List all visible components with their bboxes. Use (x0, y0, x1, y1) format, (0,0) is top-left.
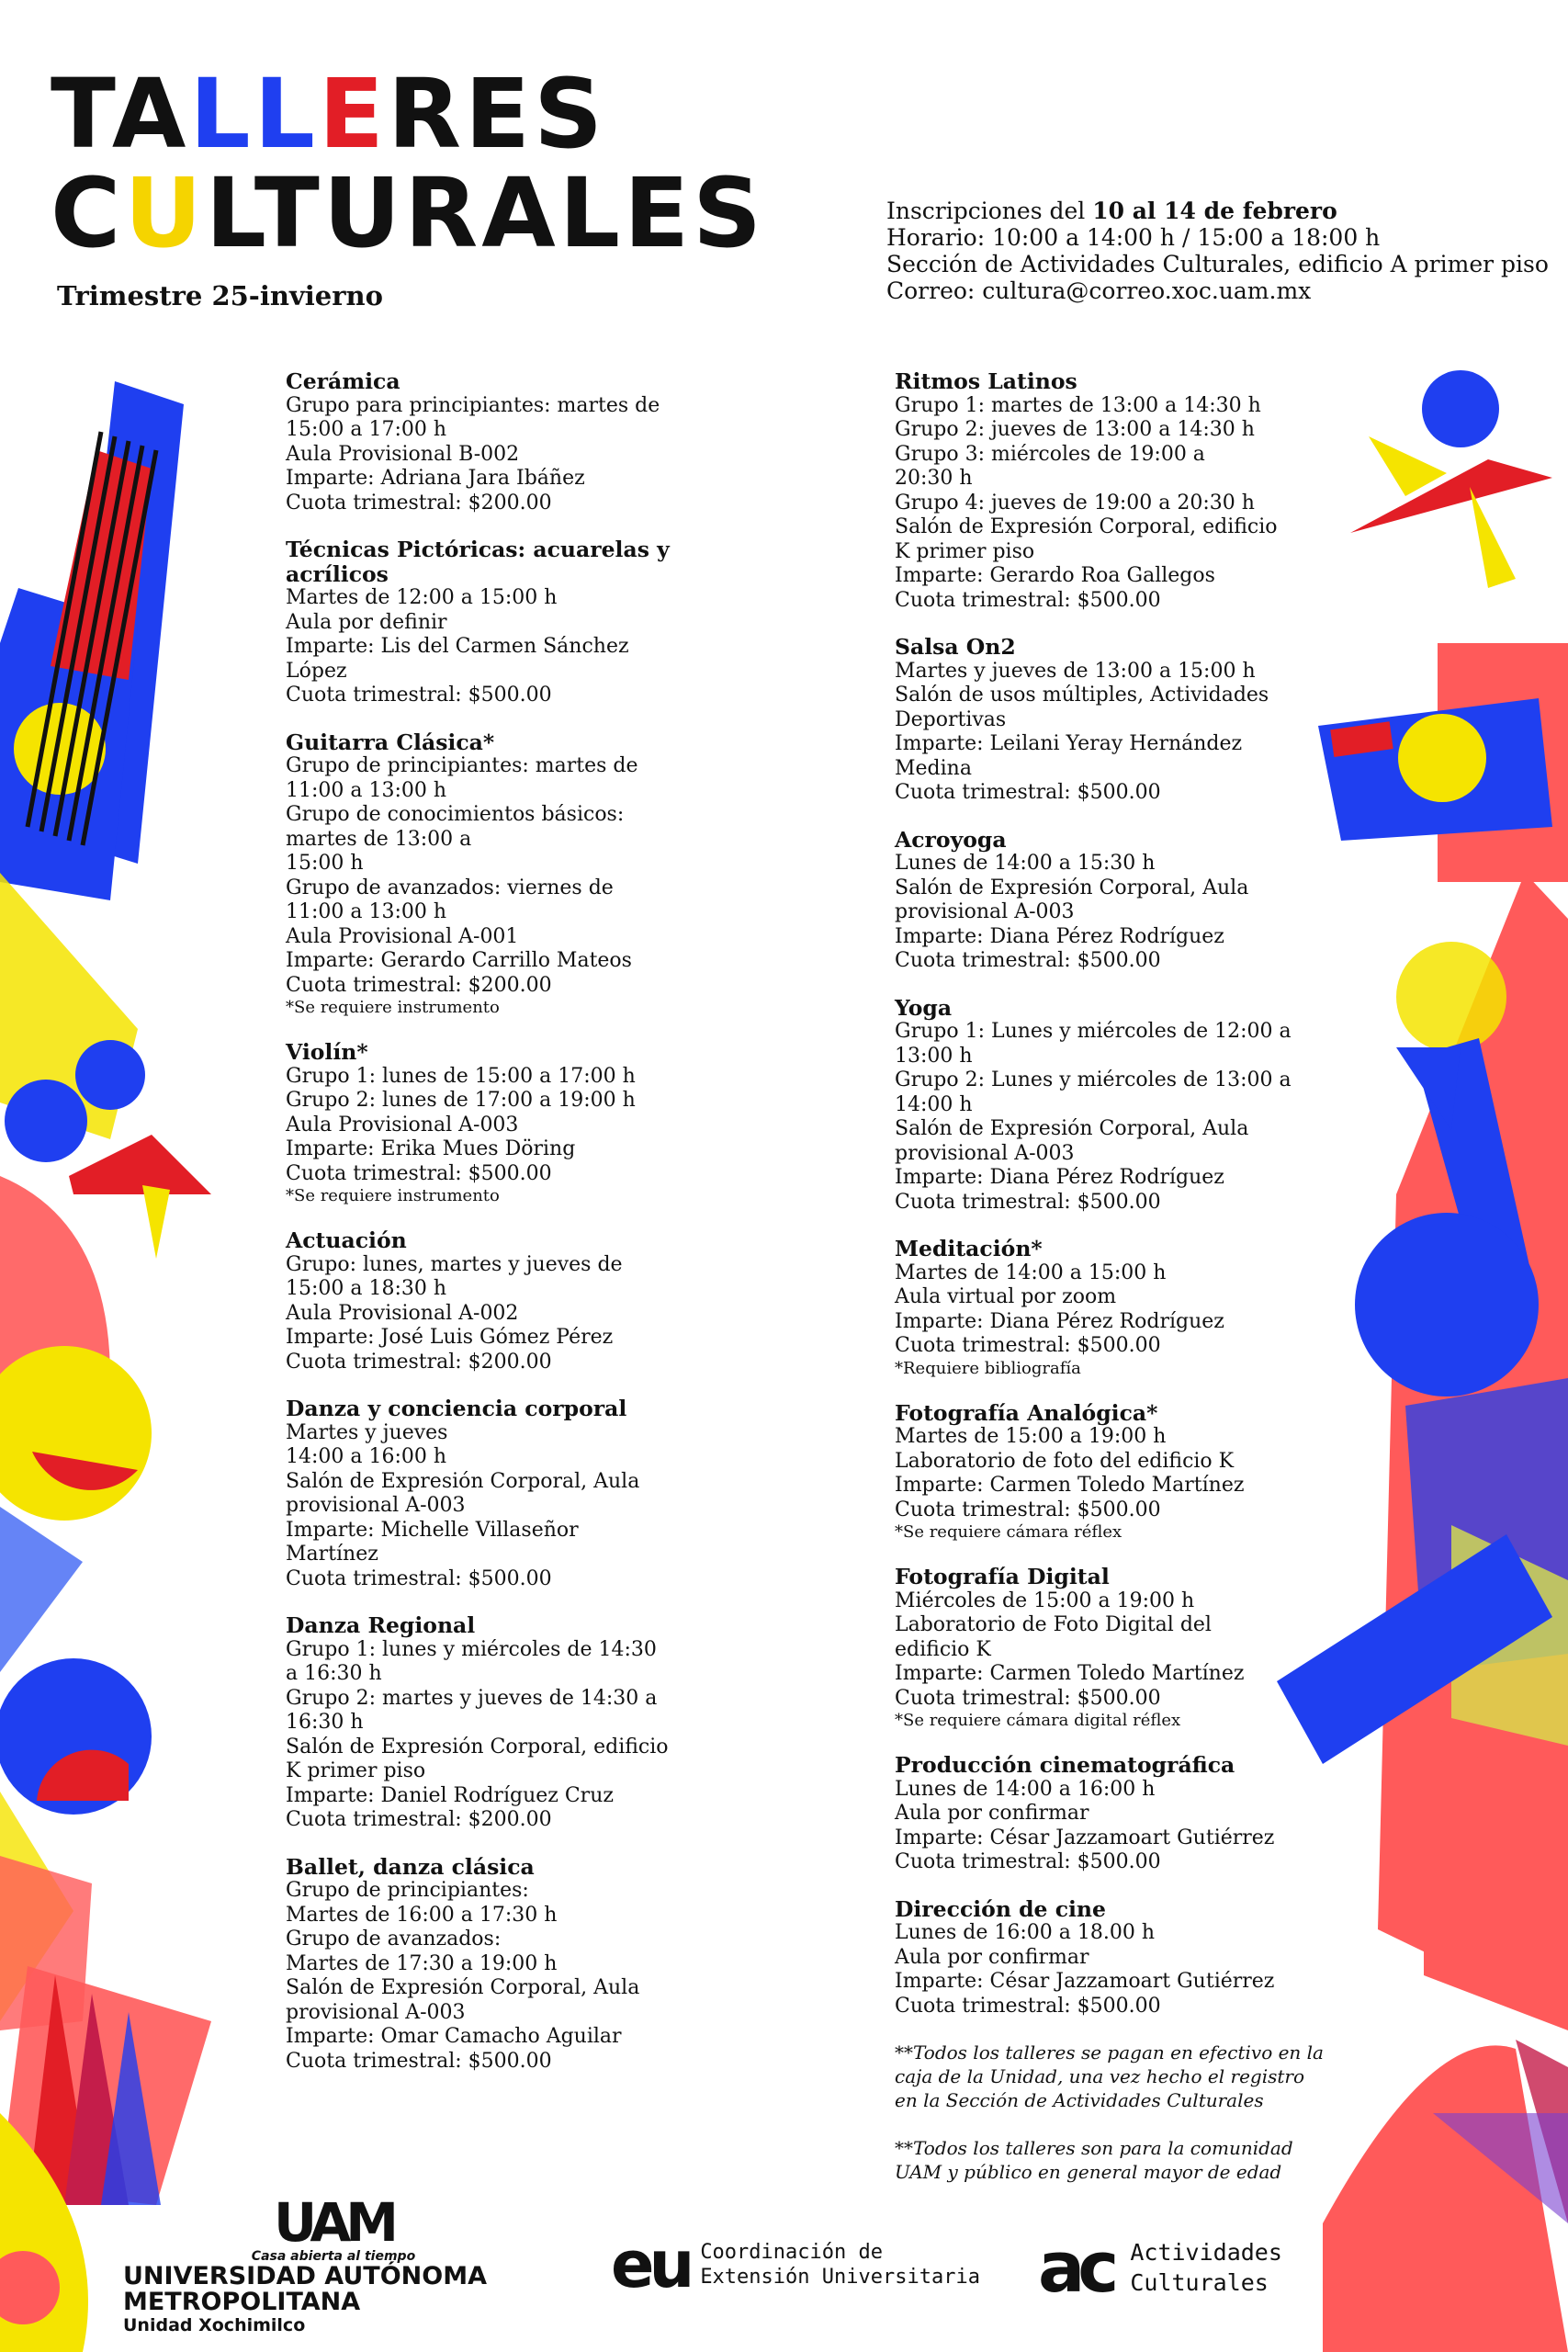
title-part: E (318, 58, 388, 170)
workshop-name: Dirección de cine (895, 1895, 1106, 1922)
workshop-name: Fotografía Analógica* (895, 1399, 1158, 1426)
extension-logo (611, 2227, 980, 2302)
workshop-detail: Imparte: Leilani Yeray Hernández (895, 732, 1243, 755)
workshop-detail: Cuota trimestral: $500.00 (895, 1498, 1161, 1521)
workshop-detail: Imparte: César Jazzamoart Gutiérrez (895, 1970, 1275, 1993)
workshop-detail: Laboratorio de Foto Digital del (895, 1613, 1212, 1636)
registration-prefix: Inscripciones del (886, 198, 1093, 224)
workshop-detail: Cuota trimestral: $500.00 (895, 949, 1161, 972)
workshop-detail: Aula Provisional A-003 (286, 1113, 519, 1136)
workshop-detail: martes de 13:00 a (286, 827, 472, 851)
cultural-activities-text (1130, 2237, 1282, 2298)
workshop-detail: 15:00 a 17:00 h (286, 418, 447, 441)
left-workshop-column (286, 369, 717, 2096)
payment-notes (895, 2041, 1326, 2184)
workshop-detail: Imparte: Erika Mues Döring (286, 1137, 576, 1160)
workshop-detail: Martes de 12:00 a 15:00 h (286, 586, 558, 609)
workshop-detail: Lunes de 14:00 a 16:00 h (895, 1777, 1156, 1801)
workshop-name: Guitarra Clásica* (286, 729, 495, 755)
workshop-detail: Cuota trimestral: $500.00 (895, 1686, 1161, 1710)
workshop-block (286, 1040, 717, 1206)
workshop-detail: Imparte: Diana Pérez Rodríguez (895, 924, 1224, 948)
footer-logos (0, 2191, 1568, 2335)
title-part: L (189, 58, 254, 170)
workshop-detail: Martes de 14:00 a 15:00 h (895, 1261, 1167, 1284)
workshop-name: Yoga (895, 994, 953, 1021)
workshop-detail: Cuota trimestral: $500.00 (895, 588, 1161, 612)
workshop-detail: Deportivas (895, 707, 1007, 731)
workshop-detail: Grupo 1: Lunes y miércoles de 12:00 a 13:00 h (895, 1020, 1292, 1068)
cultural-activities-logo (1038, 2226, 1282, 2308)
workshop-requirement-note: *Se requiere instrumento (286, 998, 500, 1017)
workshop-detail: Salón de Expresión Corporal, Aula (286, 1469, 640, 1493)
workshop-name: Técnicas Pictóricas: acuarelas y acrílicos (286, 537, 670, 587)
workshop-detail: 11:00 a 13:00 h (286, 900, 447, 923)
workshop-block (895, 996, 1326, 1216)
workshop-name: Danza Regional (286, 1612, 476, 1638)
right-workshop-list (895, 369, 1326, 2018)
workshop-detail: Cuota trimestral: $500.00 (895, 1190, 1161, 1214)
workshop-detail: Aula Provisional B-002 (286, 442, 520, 466)
workshop-name: Violín* (286, 1039, 368, 1065)
workshop-detail: Cuota trimestral: $500.00 (286, 1161, 552, 1185)
workshop-detail: a 16:30 h (286, 1662, 382, 1685)
ac-mark: ac (1038, 2226, 1112, 2308)
right-workshop-column (895, 369, 1326, 2208)
workshop-detail: Medina (895, 756, 972, 780)
registration-dates-line (886, 198, 1549, 224)
workshop-detail: Aula Provisional A-002 (286, 1301, 519, 1325)
workshop-detail: edificio K (895, 1637, 991, 1661)
workshop-block (895, 1401, 1326, 1544)
workshop-detail: Imparte: Daniel Rodríguez Cruz (286, 1783, 614, 1807)
workshop-detail: Grupo 3: miércoles de 19:00 a (895, 442, 1205, 466)
workshop-detail: Aula Provisional A-001 (286, 924, 519, 948)
workshop-requirement-note: *Se requiere cámara réflex (895, 1522, 1122, 1542)
workshop-detail: Imparte: Diana Pérez Rodríguez (895, 1309, 1224, 1333)
workshop-detail: Lunes de 16:00 a 18.00 h (895, 1921, 1155, 1944)
workshop-detail: Imparte: César Jazzamoart Gutiérrez (895, 1826, 1275, 1849)
workshop-detail: Cuota trimestral: $200.00 (286, 973, 552, 997)
workshop-detail: Grupo: lunes, martes y jueves de (286, 1252, 623, 1276)
workshop-detail: Grupo 2: lunes de 17:00 a 19:00 h (286, 1089, 636, 1112)
workshop-block (895, 1565, 1326, 1731)
audience-note: **Todos los talleres son para la comunidad UAM y público en general mayor de edad (895, 2137, 1293, 2183)
workshop-detail: 15:00 h (286, 852, 364, 875)
workshop-block (286, 1228, 717, 1374)
workshop-block (286, 537, 717, 708)
workshop-block (286, 1613, 717, 1833)
workshop-detail: Grupo 1: lunes y miércoles de 14:30 (286, 1637, 657, 1661)
trimester-subtitle: Trimestre 25-invierno (57, 280, 383, 311)
workshop-detail: Cuota trimestral: $500.00 (895, 781, 1161, 804)
workshop-detail: Imparte: Carmen Toledo Martínez (895, 1662, 1245, 1685)
workshop-detail: Grupo de avanzados: viernes de (286, 876, 614, 899)
title-part: U (124, 157, 206, 269)
workshop-detail: Imparte: Omar Camacho Aguilar (286, 2025, 622, 2048)
workshop-detail: Imparte: Diana Pérez Rodríguez (895, 1166, 1224, 1189)
workshop-detail: Aula por confirmar (895, 1945, 1089, 1969)
workshop-detail: Imparte: Adriana Jara Ibáñez (286, 467, 585, 490)
workshop-detail: Cuota trimestral: $500.00 (895, 1994, 1161, 2018)
workshop-name: Acroyoga (895, 826, 1007, 853)
workshop-block (895, 1753, 1326, 1875)
workshop-detail: Imparte: Carmen Toledo Martínez (895, 1474, 1245, 1497)
workshop-detail: 15:00 a 18:30 h (286, 1277, 447, 1300)
title-part: LTURALES (205, 157, 766, 269)
workshop-detail: provisional A-003 (286, 1494, 466, 1517)
workshop-detail: Grupo 1: lunes de 15:00 a 17:00 h (286, 1064, 636, 1088)
workshop-block (895, 635, 1326, 806)
workshop-requirement-note: *Se requiere instrumento (286, 1186, 500, 1205)
workshop-detail: Aula virtual por zoom (895, 1285, 1117, 1308)
workshop-detail: provisional A-003 (286, 2000, 466, 2024)
workshop-detail: Grupo 2: jueves de 13:00 a 14:30 h (895, 418, 1255, 441)
uam-name: UNIVERSIDAD AUTÓNOMA METROPOLITANA (123, 2262, 487, 2316)
title-part: L (254, 58, 319, 170)
workshop-detail: provisional A-003 (895, 900, 1075, 923)
uam-tagline: Casa abierta al tiempo (251, 2249, 416, 2264)
workshop-detail: Imparte: Gerardo Roa Gallegos (895, 564, 1215, 587)
workshop-detail: Grupo 1: martes de 13:00 a 14:30 h (895, 393, 1261, 417)
ac-line-1: Actividades (1130, 2239, 1282, 2266)
poster-title (51, 58, 766, 269)
workshop-detail: 11:00 a 13:00 h (286, 778, 447, 802)
extension-line-1: Coordinación de (700, 2241, 883, 2264)
eu-mark: eu (611, 2227, 690, 2302)
workshop-name: Danza y conciencia corporal (286, 1396, 627, 1421)
workshop-detail: Lunes de 14:00 a 15:30 h (895, 852, 1156, 875)
payment-note: **Todos los talleres se pagan en efectivo en la caja de la Unidad, una vez hecho el registro en la Sección de Actividades Culturales (895, 2041, 1324, 2111)
workshop-detail: Martes de 15:00 a 19:00 h (895, 1425, 1167, 1448)
workshop-detail: Miércoles de 15:00 a 19:00 h (895, 1589, 1195, 1612)
workshop-block (286, 369, 717, 515)
workshop-detail: Imparte: Gerardo Carrillo Mateos (286, 949, 632, 972)
workshop-requirement-note: *Requiere bibliografía (895, 1358, 1081, 1378)
extension-line-2: Extensión Universitaria (700, 2266, 980, 2289)
workshop-detail: Grupo de principiantes: (286, 1879, 529, 1902)
workshop-detail: Martes y jueves de 13:00 a 15:00 h (895, 659, 1256, 683)
workshop-block (286, 730, 717, 1019)
workshop-detail: Imparte: Michelle Villaseñor (286, 1518, 579, 1542)
workshop-block (895, 369, 1326, 613)
workshop-detail: 14:00 a 16:00 h (286, 1445, 447, 1468)
workshop-name: Producción cinematográfica (895, 1752, 1235, 1778)
workshop-detail: Cuota trimestral: $500.00 (895, 1850, 1161, 1873)
uam-logo (118, 2191, 549, 2335)
workshop-detail: López (286, 659, 347, 683)
workshop-name: Actuación (286, 1227, 407, 1253)
workshop-detail: K primer piso (895, 539, 1035, 563)
workshop-detail: Cuota trimestral: $500.00 (895, 1334, 1161, 1357)
workshop-detail: Cuota trimestral: $500.00 (286, 684, 552, 707)
workshop-block (895, 1897, 1326, 2019)
uam-unit: Unidad Xochimilco (123, 2315, 306, 2335)
workshop-detail: Salón de Expresión Corporal, Aula (895, 876, 1249, 899)
workshop-detail: Aula por definir (286, 610, 447, 634)
workshop-detail: Cuota trimestral: $500.00 (286, 1566, 552, 1590)
workshop-detail: provisional A-003 (895, 1141, 1075, 1165)
workshop-name: Ballet, danza clásica (286, 1853, 535, 1880)
workshop-block (286, 1396, 717, 1591)
workshop-detail: Grupo 2: martes y jueves de 14:30 a (286, 1686, 658, 1710)
title-part: RES (387, 58, 606, 170)
workshop-detail: Cuota trimestral: $200.00 (286, 1808, 552, 1831)
workshop-detail: Martínez (286, 1543, 378, 1566)
workshop-detail: Martes de 16:00 a 17:30 h (286, 1903, 558, 1927)
workshop-requirement-note: *Se requiere cámara digital réflex (895, 1711, 1181, 1730)
workshop-detail: 16:30 h (286, 1711, 364, 1734)
uam-mark: UAM (274, 2191, 393, 2254)
workshop-detail: Grupo 4: jueves de 19:00 a 20:30 h (895, 491, 1255, 514)
workshop-detail: 20:30 h (895, 467, 973, 490)
ac-line-2: Culturales (1130, 2269, 1269, 2296)
workshop-detail: Grupo para principiantes: martes de (286, 393, 660, 417)
workshop-detail: Salón de usos múltiples, Actividades (895, 684, 1269, 707)
workshop-name: Salsa On2 (895, 634, 1016, 660)
registration-place: Sección de Actividades Culturales, edificio A primer piso (886, 251, 1549, 277)
workshop-detail: Martes de 17:30 a 19:00 h (286, 1951, 558, 1975)
title-line-2 (51, 157, 766, 269)
workshop-detail: K primer piso (286, 1759, 426, 1782)
workshop-detail: Grupo 2: Lunes y miércoles de 13:00 a 14:00 h (895, 1069, 1292, 1116)
registration-dates: 10 al 14 de febrero (1092, 198, 1337, 224)
workshop-detail: Imparte: José Luis Gómez Pérez (286, 1326, 614, 1349)
workshop-detail: Salón de Expresión Corporal, Aula (895, 1117, 1249, 1140)
registration-info (886, 198, 1549, 304)
workshop-name: Fotografía Digital (895, 1564, 1110, 1589)
workshop-detail: Cuota trimestral: $500.00 (286, 2049, 552, 2073)
title-part: TA (51, 58, 190, 170)
workshop-detail: Martes y jueves (286, 1420, 448, 1444)
extension-text (700, 2240, 980, 2290)
title-line-1 (51, 58, 765, 170)
workshop-detail: Grupo de principiantes: martes de (286, 754, 638, 777)
workshop-block (286, 1855, 717, 2075)
workshop-detail: Grupo de conocimientos básicos: (286, 803, 625, 826)
title-part: C (51, 157, 125, 269)
registration-email: Correo: cultura@correo.xoc.uam.mx (886, 277, 1312, 304)
workshop-detail: Grupo de avanzados: (286, 1928, 502, 1951)
workshop-detail: Salón de Expresión Corporal, edificio (286, 1735, 669, 1758)
workshop-detail: Cuota trimestral: $200.00 (286, 491, 552, 514)
workshop-name: Meditación* (895, 1236, 1043, 1261)
workshop-detail: Laboratorio de foto del edificio K (895, 1449, 1235, 1473)
workshop-block (895, 1237, 1326, 1379)
registration-hours: Horario: 10:00 a 14:00 h / 15:00 a 18:00 h (886, 224, 1381, 251)
workshop-name: Ritmos Latinos (895, 368, 1077, 394)
workshop-detail: Aula por confirmar (895, 1802, 1089, 1825)
workshop-detail: Imparte: Lis del Carmen Sánchez (286, 635, 629, 658)
guitar-illustration (0, 381, 184, 900)
workshop-detail: Salón de Expresión Corporal, edificio (895, 515, 1278, 538)
workshop-name: Cerámica (286, 368, 400, 394)
workshop-block (895, 828, 1326, 974)
workshop-detail: Salón de Expresión Corporal, Aula (286, 1976, 640, 1999)
workshop-detail: Cuota trimestral: $200.00 (286, 1350, 552, 1374)
